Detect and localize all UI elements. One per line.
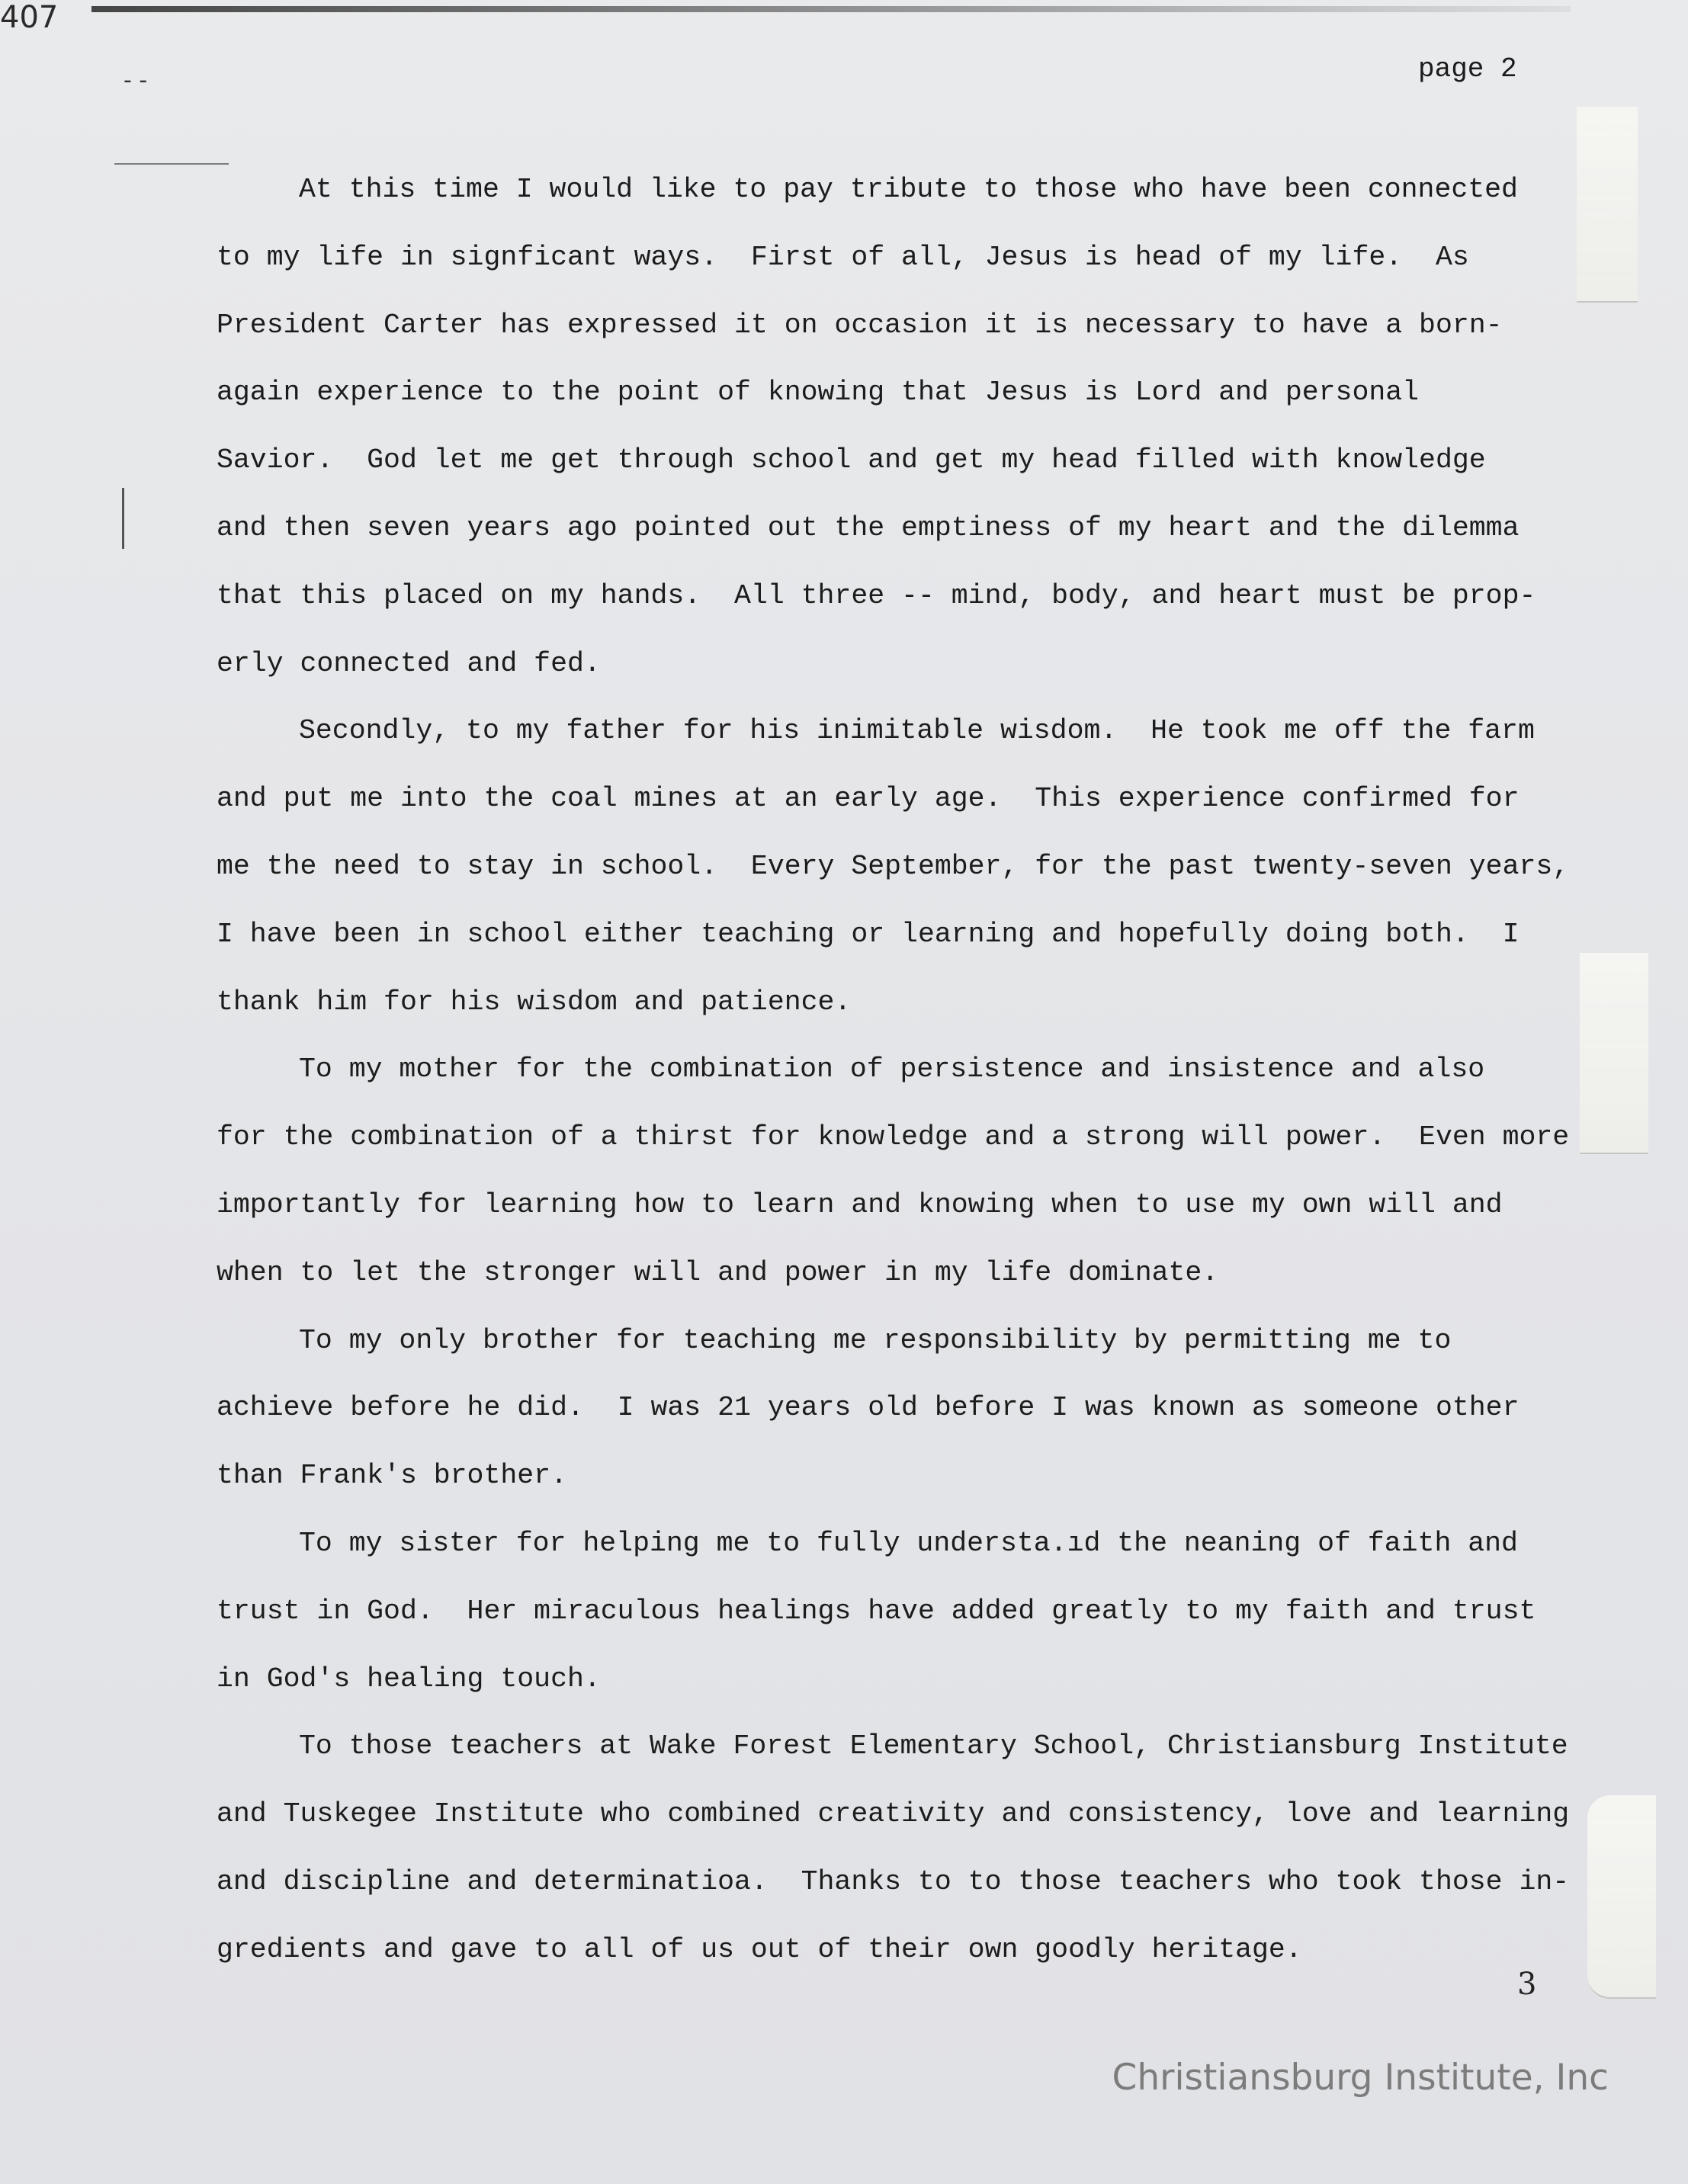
document-body xyxy=(217,156,1589,1984)
paragraph-5 xyxy=(217,1510,1589,1713)
text-line: that this placed on my hands. All three -- mind, body, and heart must be prop- xyxy=(217,579,1536,611)
text-line: At this time I would like to pay tribute to those who have been connected xyxy=(299,174,1518,205)
text-line: To those teachers at Wake Forest Elementary School, Christiansburg Institute xyxy=(299,1730,1568,1762)
archive-watermark: Christiansburg Institute, Inc xyxy=(1112,2057,1609,2099)
page-top-edge xyxy=(91,6,1571,12)
margin-mark xyxy=(122,488,124,549)
text-line: again experience to the point of knowing that Jesus is Lord and personal xyxy=(217,377,1420,409)
text-line: me the need to stay in school. Every September, for the past twenty-seven years, xyxy=(217,850,1570,882)
text-line: and discipline and determinatioa. Thanks to to those teachers who took those in- xyxy=(217,1865,1570,1897)
text-line: gredients and gave to all of us out of their own goodly heritage. xyxy=(217,1933,1302,1965)
text-line: To my mother for the combination of persistence and insistence and also xyxy=(299,1054,1485,1086)
paragraph-6 xyxy=(217,1713,1589,1984)
text-line: trust in God. Her miraculous healings have added greatly to my faith and trust xyxy=(217,1595,1536,1627)
text-line: when to let the stronger will and power in my life dominate. xyxy=(217,1256,1219,1288)
paragraph-3 xyxy=(217,1036,1589,1307)
tape-strip-bottom xyxy=(1587,1795,1656,1999)
text-line: To my only brother for teaching me responsibility by permitting me to xyxy=(299,1324,1452,1356)
text-line: to my life in signficant ways. First of all, Jesus is head of my life. As xyxy=(217,241,1469,273)
text-line: importantly for learning how to learn and knowing when to use my own will and xyxy=(217,1188,1503,1220)
corner-mark: - - xyxy=(124,67,148,94)
text-line: achieve before he did. I was 21 years old before I was known as someone other xyxy=(217,1392,1520,1424)
archive-number: 407 xyxy=(0,0,59,35)
text-line: Savior. God let me get through school and get my head filled with knowledge xyxy=(217,444,1486,476)
text-line: thank him for his wisdom and patience. xyxy=(217,986,852,1018)
text-line: erly connected and fed. xyxy=(217,647,601,679)
text-line: I have been in school either teaching or learning and hopefully doing both. I xyxy=(217,918,1520,950)
text-line: To my sister for helping me to fully understa.ıd the neaning of faith and xyxy=(299,1527,1518,1559)
paragraph-1 xyxy=(217,156,1589,698)
text-line: and put me into the coal mines at an early age. This experience confirmed for xyxy=(217,783,1520,815)
text-line: and Tuskegee Institute who combined creativity and consistency, love and learning xyxy=(217,1798,1570,1830)
text-line: for the combination of a thirst for knowledge and a strong will power. Even more xyxy=(217,1121,1570,1153)
paragraph-2 xyxy=(217,698,1589,1036)
page-number: page 2 xyxy=(1418,53,1517,85)
text-line: than Frank's brother. xyxy=(217,1460,567,1492)
text-line: and then seven years ago pointed out the emptiness of my heart and the dilemma xyxy=(217,512,1520,544)
text-line: President Carter has expressed it on occasion it is necessary to have a born- xyxy=(217,309,1503,341)
handwritten-page-number: 3 xyxy=(1517,1967,1537,2002)
tape-strip-middle xyxy=(1580,953,1648,1154)
archive-underline xyxy=(114,163,229,165)
text-line: in God's healing touch. xyxy=(217,1663,601,1695)
text-line: Secondly, to my father for his inimitable wisdom. He took me off the farm xyxy=(299,715,1535,747)
paragraph-4 xyxy=(217,1307,1589,1510)
